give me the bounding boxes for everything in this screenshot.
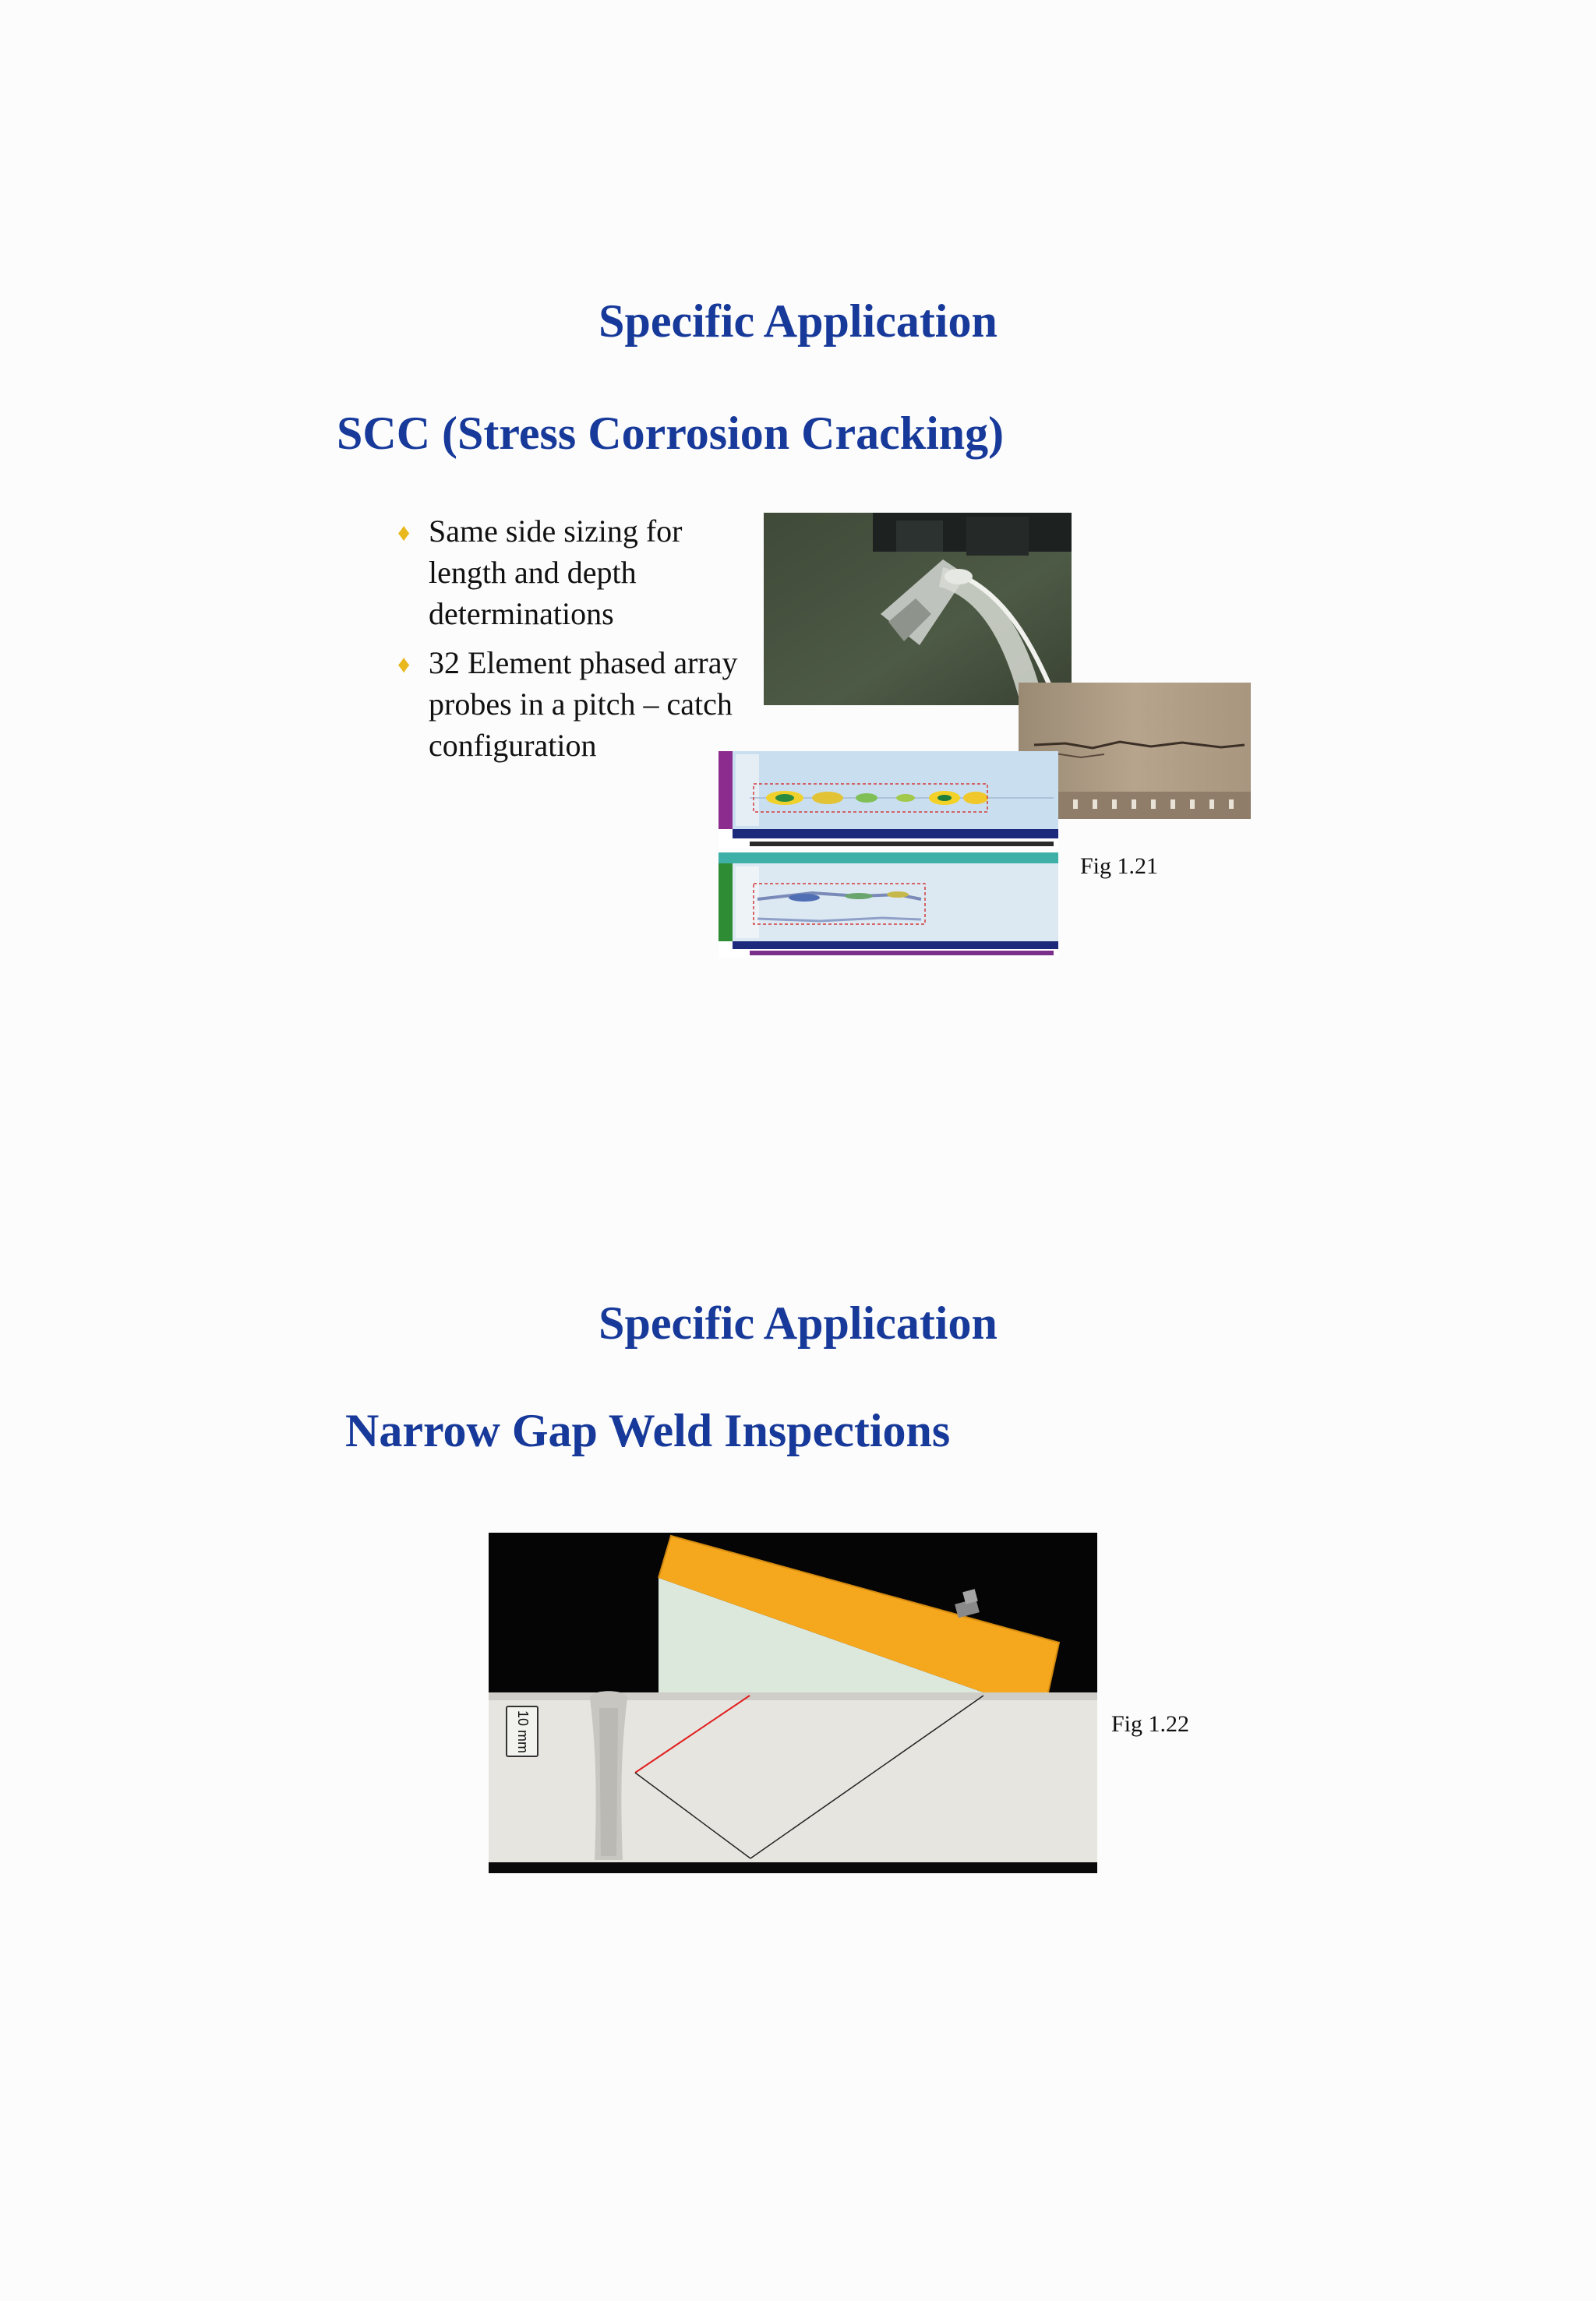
section2-title: Specific Application <box>598 1297 998 1349</box>
diamond-bullet-icon: ♦ <box>397 650 411 678</box>
section1-title: Specific Application <box>598 295 998 347</box>
section1-bullet-list <box>397 510 740 774</box>
scale-text: 10 mm <box>514 1710 531 1753</box>
bullet-item <box>397 510 740 634</box>
section1-subtitle: SCC (Stress Corrosion Cracking) <box>337 408 1005 459</box>
scan-image-bottom <box>719 852 1058 958</box>
figure-caption-1-21: Fig 1.21 <box>1080 853 1159 879</box>
bullet-text: 32 Element phased array probes in a pitch – catch configuration <box>429 645 738 763</box>
section2-subtitle: Narrow Gap Weld Inspections <box>345 1405 951 1456</box>
bullet-text: Same side sizing for length and depth determinations <box>429 513 683 631</box>
narrow-gap-weld-diagram <box>489 1533 1097 1873</box>
scale-bar-label <box>506 1706 538 1757</box>
diamond-bullet-icon: ♦ <box>397 518 411 546</box>
bullet-item <box>397 642 740 766</box>
figure-caption-1-22: Fig 1.22 <box>1111 1711 1190 1737</box>
scan-image-top <box>719 751 1058 852</box>
probe-setup-photo <box>764 513 1072 705</box>
